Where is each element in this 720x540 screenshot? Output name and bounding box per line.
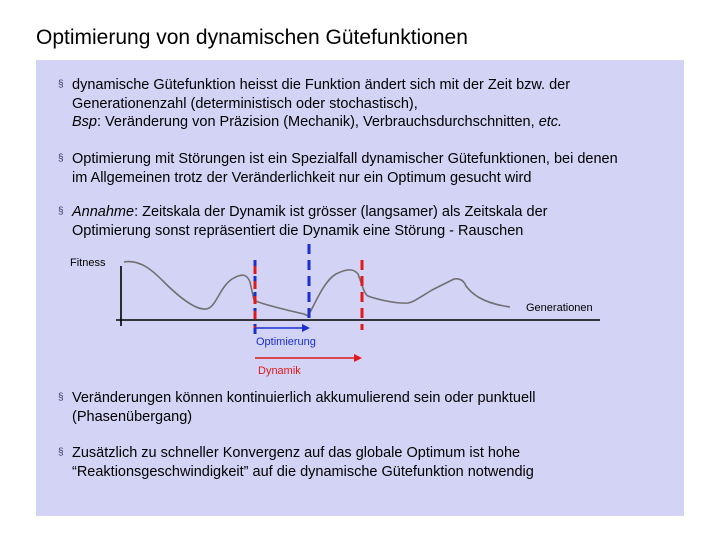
text-run: Zusätzlich zu schneller Konvergenz auf das globale Optimum ist hohe (72, 445, 521, 461)
bullet-line (72, 463, 678, 482)
bullet-marker: § (58, 206, 64, 217)
italic-run: Bsp (72, 114, 97, 130)
dynamik-label: Dynamik (258, 365, 301, 377)
bullet-text (72, 444, 678, 481)
bullet-line (72, 389, 678, 408)
optimierung-arrow-head (302, 324, 310, 332)
optimierung-label: Optimierung (256, 336, 316, 348)
fitness-axis-label: Fitness (70, 257, 106, 269)
slide-title: Optimierung von dynamischen Gütefunktionen (36, 26, 468, 49)
text-run: (Phasenübergang) (72, 408, 193, 425)
text-run: : Zeitskala der Dynamik ist grösser (langsamer) als Zeitskala der (134, 204, 548, 220)
bullet-marker: § (58, 153, 64, 164)
text-run: Generationenzahl (deterministisch oder stochastisch), (72, 95, 418, 112)
text-run: Veränderungen können kontinuierlich akkumulierend sein oder punktuell (72, 390, 536, 406)
text-run: “Reaktionsgeschwindigkeit” auf die dynamische Gütefunktion notwendig (72, 463, 534, 480)
text-run: Optimierung mit Störungen ist ein Spezialfall dynamischer Gütefunktionen, bei denen (72, 151, 618, 167)
text-run: : Veränderung von Präzision (Mechanik), Verbrauchsdurchschnitten, (97, 114, 539, 130)
bullet-changes (58, 389, 678, 426)
bullet-line (72, 408, 678, 427)
bullet-reaction-speed (58, 444, 678, 481)
bullet-line (72, 444, 678, 463)
generationen-axis-label: Generationen (526, 302, 593, 314)
dynamics-diagram (36, 60, 684, 390)
dynamik-arrow-head (354, 354, 362, 362)
bullet-marker: § (58, 79, 64, 90)
text-run: im Allgemeinen trotz der Veränderlichkeit nur ein Optimum gesucht wird (72, 169, 532, 186)
content-panel (36, 60, 684, 516)
text-run: dynamische Gütefunktion heisst die Funktion ändert sich mit der Zeit bzw. der (72, 77, 571, 93)
text-run: Optimierung sonst repräsentiert die Dynamik eine Störung - Rauschen (72, 222, 524, 239)
bullet-marker: § (58, 392, 64, 403)
fitness-curve (124, 262, 510, 316)
italic-run: Annahme (72, 204, 135, 220)
bullet-marker: § (58, 447, 64, 458)
italic-run: etc. (538, 114, 563, 130)
bullet-text (72, 389, 678, 426)
